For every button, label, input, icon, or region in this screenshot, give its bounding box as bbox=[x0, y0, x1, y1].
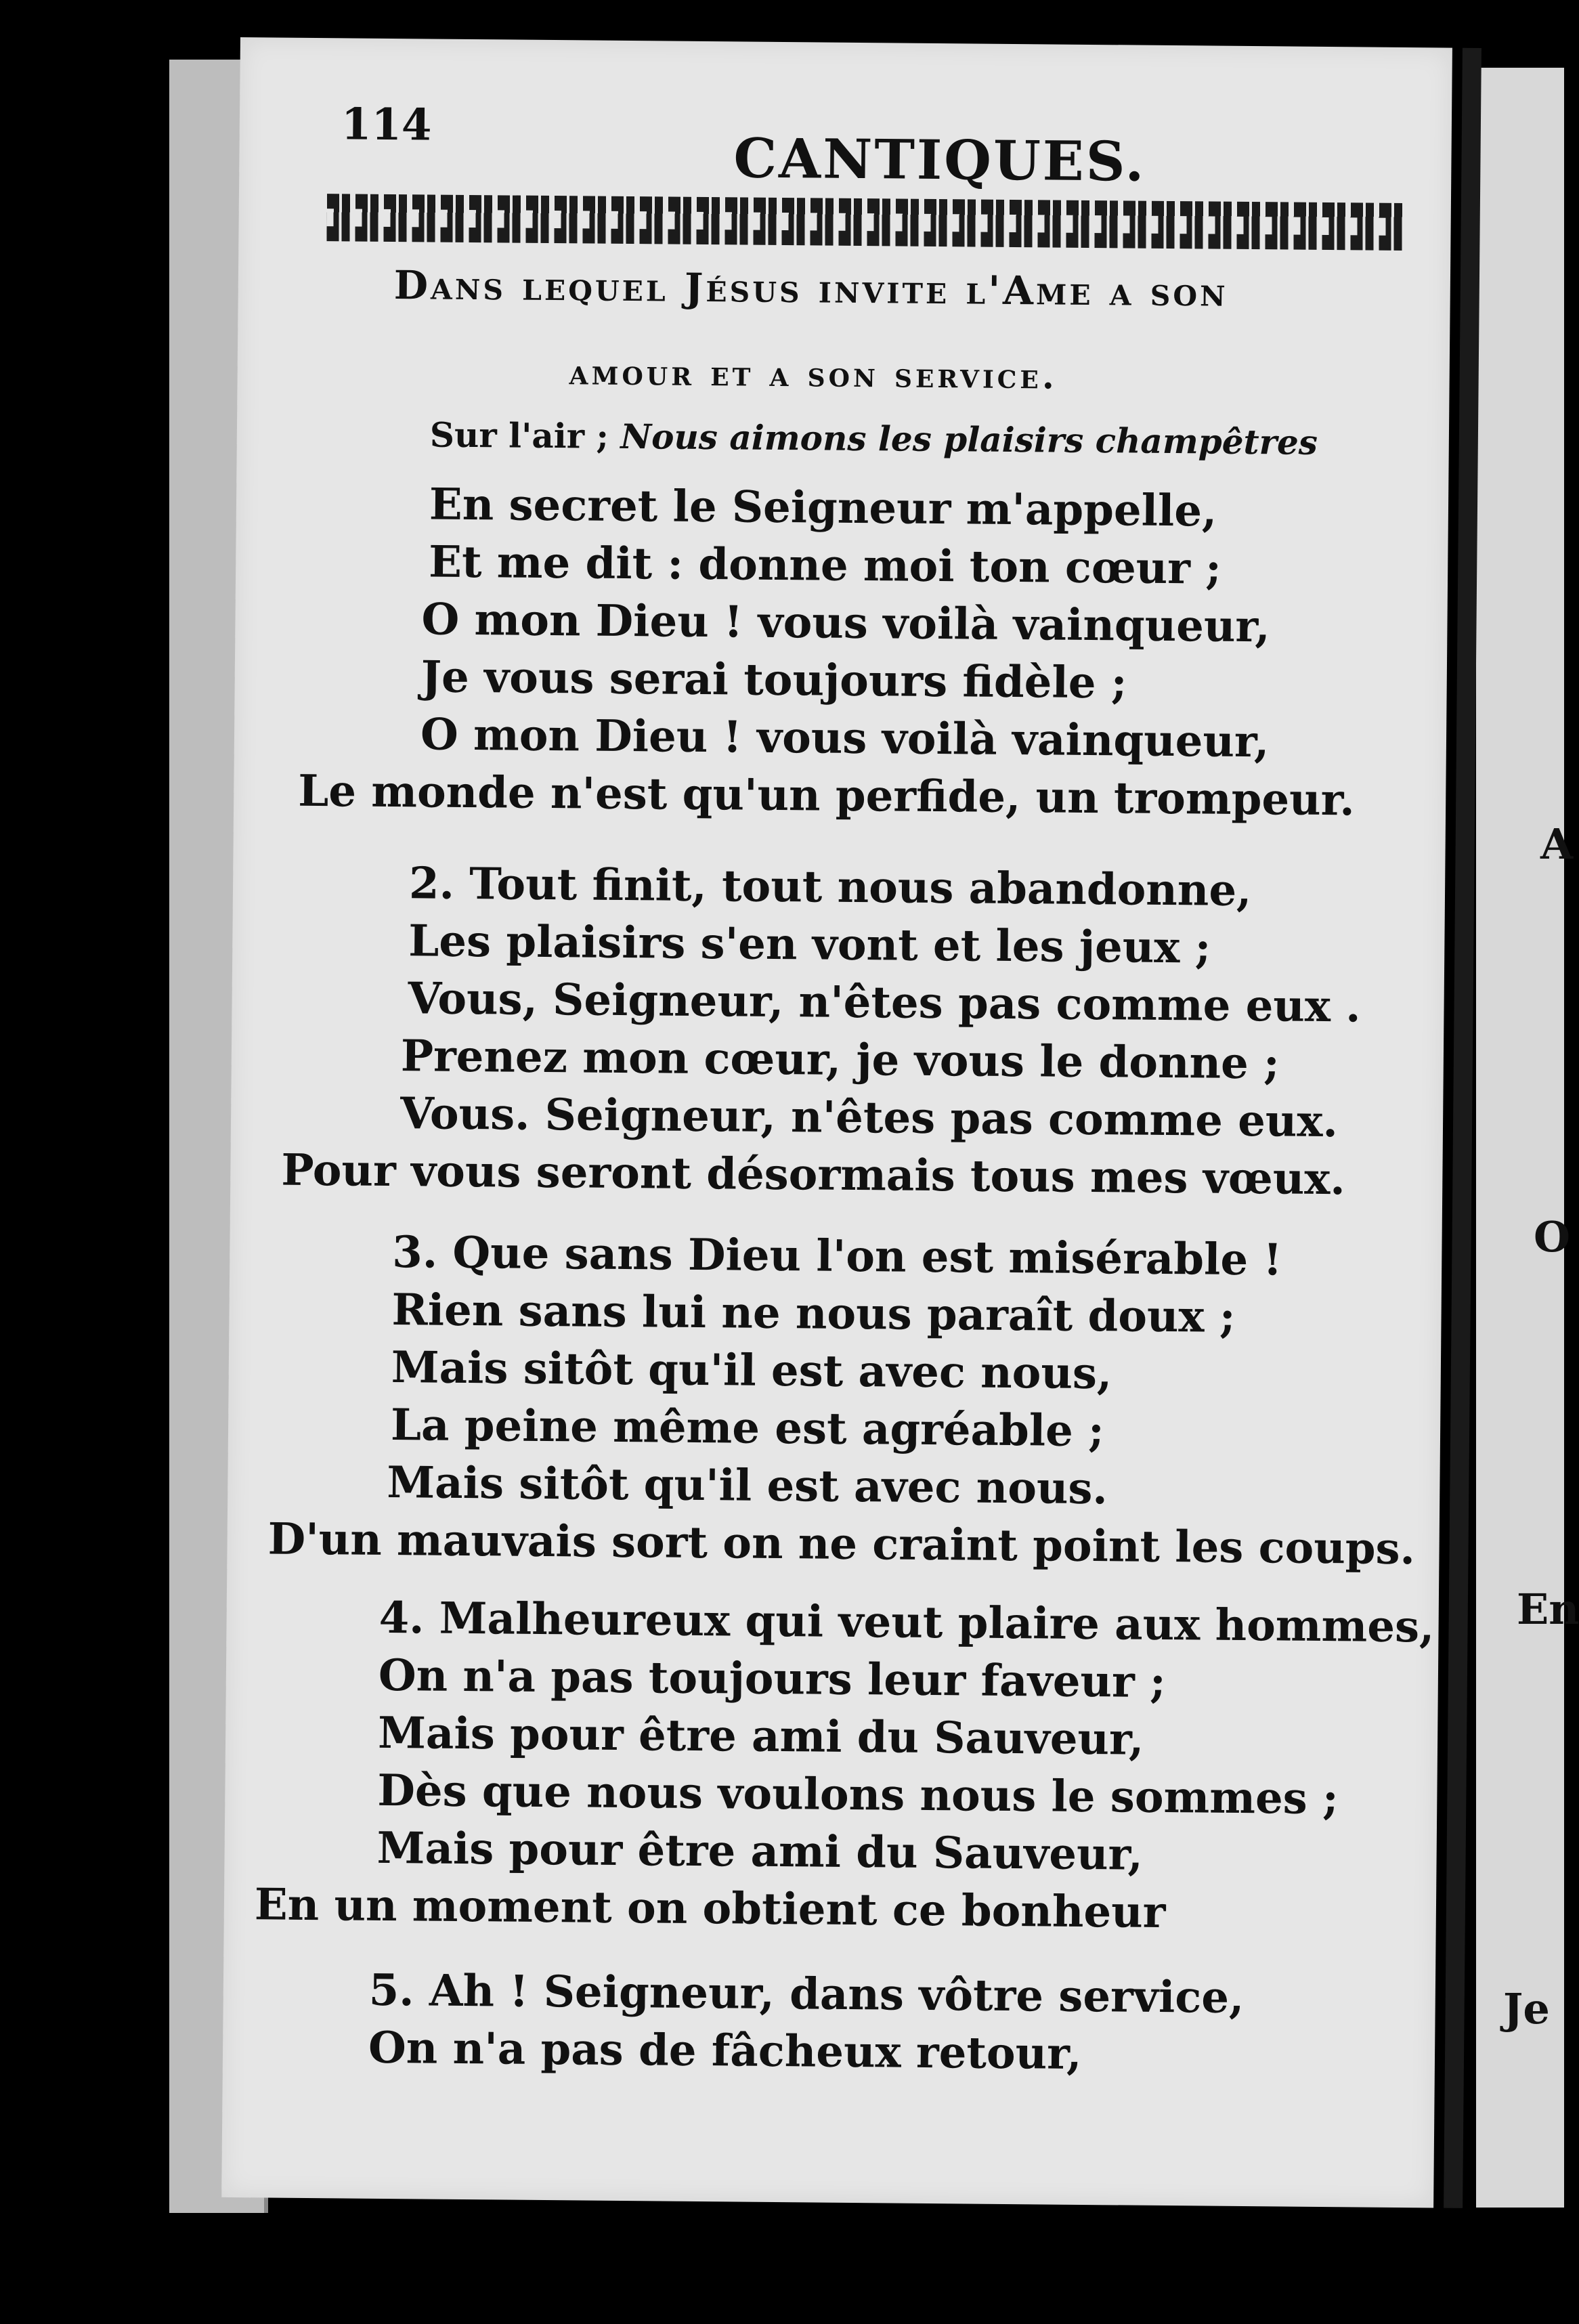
verse-line: Dès que nous voulons nous le sommes ; bbox=[377, 1765, 1339, 1825]
next-page-fragment: O bbox=[1534, 1212, 1571, 1262]
verse-line: Pour vous seront désormais tous mes vœux. bbox=[281, 1144, 1346, 1205]
verse-line: 4. Malheureux qui veut plaire aux hommes, bbox=[378, 1592, 1435, 1653]
verse-line: 3. Que sans Dieu l'on est misérable ! bbox=[392, 1227, 1282, 1286]
verse-line: Je vous serai toujours fidèle ; bbox=[420, 651, 1127, 709]
scan-bottom-border bbox=[0, 2214, 1564, 2324]
page-number: 114 bbox=[341, 99, 432, 151]
ornament-rule bbox=[326, 194, 1404, 251]
book-page bbox=[221, 37, 1452, 2208]
verse-line: O mon Dieu ! vous voilà vainqueur, bbox=[420, 709, 1270, 768]
hymn-subtitle-line1: Dans lequel Jésus invite l'Ame a son bbox=[393, 261, 1228, 316]
verse-line: Mais sitôt qu'il est avec nous, bbox=[391, 1342, 1112, 1400]
tune-name: Nous aimons les plaisirs champêtres bbox=[620, 416, 1318, 462]
next-page-fragment: Je bbox=[1503, 1984, 1550, 2034]
verse-line: En un moment on obtient ce bonheur bbox=[254, 1879, 1166, 1939]
next-page-fragment: En bbox=[1517, 1585, 1579, 1634]
verse-line: On n'a pas de fâcheux retour, bbox=[368, 2022, 1082, 2080]
verse-line: Mais pour être ami du Sauveur, bbox=[376, 1822, 1144, 1880]
verse-line: Le monde n'est qu'un perfide, un trompeur. bbox=[297, 765, 1356, 826]
verse-line: Prenez mon cœur, je vous le donne ; bbox=[400, 1031, 1280, 1090]
verse-line: D'un mauvais sort on ne craint point les coups. bbox=[267, 1513, 1416, 1575]
verse-line: 2. Tout finit, tout nous abandonne, bbox=[408, 858, 1252, 917]
next-page-fragment: A bbox=[1540, 819, 1574, 869]
next-page-edge bbox=[1476, 68, 1579, 2208]
verse-line: Les plaisirs s'en vont et les jeux ; bbox=[408, 916, 1211, 974]
verse-line: O mon Dieu ! vous voilà vainqueur, bbox=[421, 594, 1271, 653]
running-head: CANTIQUES. bbox=[733, 126, 1146, 194]
verse-line: La peine même est agréable ; bbox=[390, 1400, 1105, 1457]
verse-line: Vous, Seigneur, n'êtes pas comme eux . bbox=[408, 973, 1361, 1033]
verse-line: Mais pour être ami du Sauveur, bbox=[377, 1707, 1144, 1765]
verse-line: On n'a pas toujours leur faveur ; bbox=[378, 1650, 1166, 1708]
hymn-subtitle-line2: amour et a son service. bbox=[569, 351, 1058, 397]
verse-line: Vous. Seigneur, n'êtes pas comme eux. bbox=[399, 1088, 1339, 1148]
verse-line: Et me dit : donne moi ton cœur ; bbox=[428, 536, 1222, 595]
verse-line: En secret le Seigneur m'appelle, bbox=[429, 479, 1217, 537]
verse-line: Mais sitôt qu'il est avec nous. bbox=[387, 1457, 1108, 1515]
verse-line: Rien sans lui ne nous paraît doux ; bbox=[391, 1285, 1236, 1343]
verse-line: 5. Ah ! Seigneur, dans vôtre service, bbox=[368, 1964, 1245, 2024]
tune-indication bbox=[430, 414, 1318, 462]
tune-prefix: Sur l'air ; bbox=[429, 414, 609, 456]
